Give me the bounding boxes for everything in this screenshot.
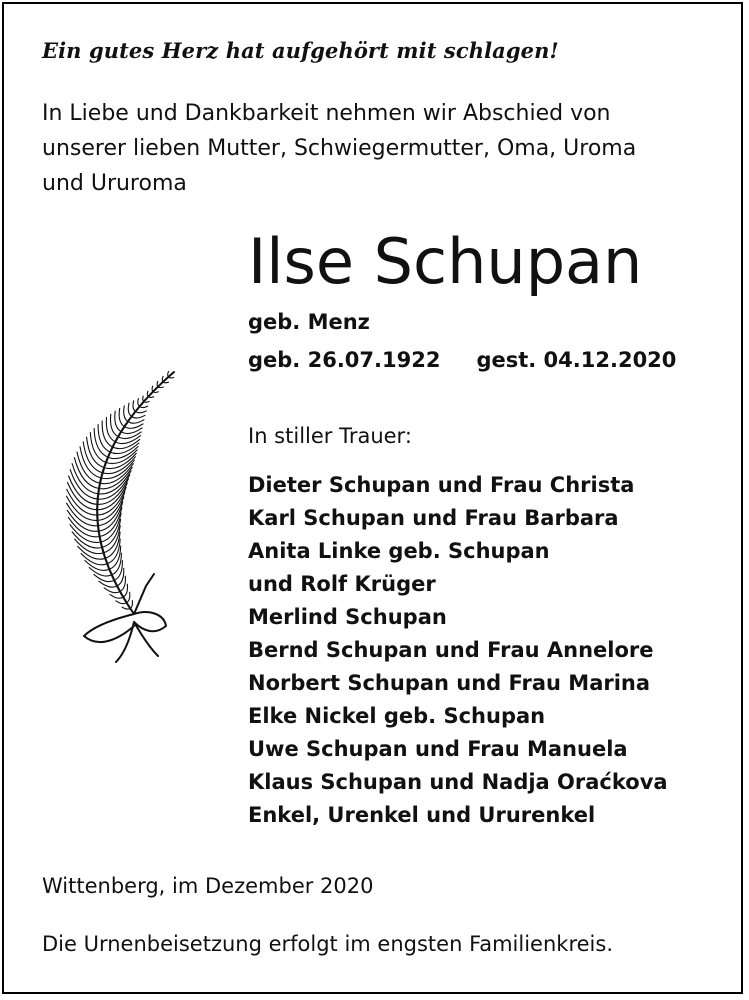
burial-note: Die Urnenbeisetzung erfolgt im engsten Familienkreis. [42, 932, 613, 956]
mourner-entry: und Rolf Krüger [248, 572, 436, 596]
obituary-notice [2, 2, 743, 994]
headline: Ein gutes Herz hat aufgehört mit schlagen! [42, 38, 559, 63]
grief-label: In stiller Trauer: [248, 424, 412, 448]
life-dates [248, 348, 676, 372]
mourners-list [248, 469, 668, 832]
mourner-entry: Klaus Schupan und Nadja Oraćkova [248, 770, 668, 794]
mourner-entry: Dieter Schupan und Frau Christa [248, 473, 635, 497]
mourner-entry: Norbert Schupan und Frau Marina [248, 671, 651, 695]
birth-name: geb. Menz [248, 310, 370, 334]
mourner-entry: Bernd Schupan und Frau Annelore [248, 638, 654, 662]
intro-line: unserer lieben Mutter, Schwiegermutter, Oma, Uroma [42, 136, 637, 161]
place-and-date: Wittenberg, im Dezember 2020 [42, 874, 374, 898]
intro-line: und Ururoma [42, 171, 187, 196]
mourner-entry: Uwe Schupan und Frau Manuela [248, 737, 628, 761]
palm-frond-with-ribbon-icon [54, 364, 184, 664]
intro-line: In Liebe und Dankbarkeit nehmen wir Abschied von [42, 101, 611, 126]
mourner-entry: Enkel, Urenkel und Ururenkel [248, 803, 596, 827]
mourner-entry: Merlind Schupan [248, 605, 447, 629]
intro-text [42, 96, 722, 201]
mourner-entry: Elke Nickel geb. Schupan [248, 704, 546, 728]
birth-date: geb. 26.07.1922 [248, 348, 441, 372]
mourner-entry: Anita Linke geb. Schupan [248, 539, 550, 563]
death-date: gest. 04.12.2020 [476, 348, 677, 372]
mourner-entry: Karl Schupan und Frau Barbara [248, 506, 619, 530]
deceased-name: Ilse Schupan [248, 225, 643, 298]
